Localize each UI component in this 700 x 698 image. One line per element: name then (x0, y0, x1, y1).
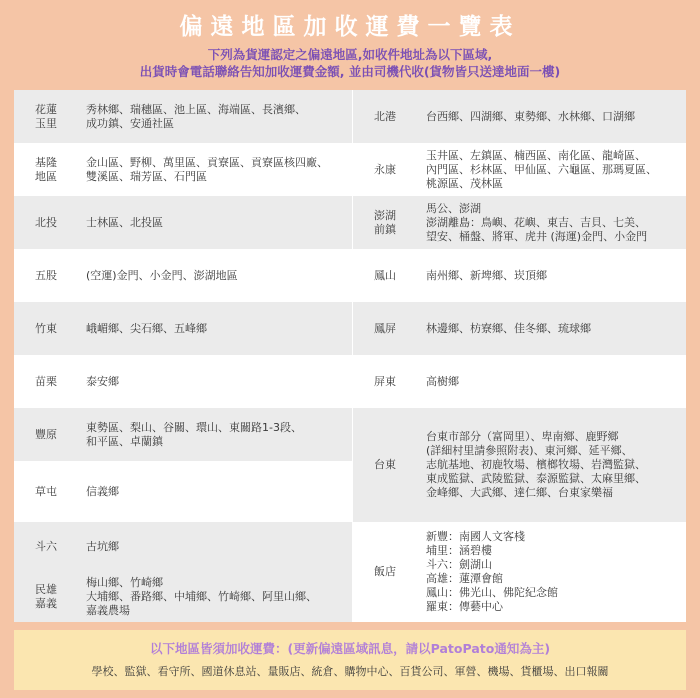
page-title: 偏遠地區加收運費一覽表 (179, 14, 521, 40)
left-row-name: 花蓮 玉里 (14, 90, 78, 143)
left-row-areas: 古坑鄉 (78, 522, 352, 572)
left-row-areas: 泰安鄉 (86, 374, 119, 388)
right-row-name: 屏東 (374, 374, 396, 388)
left-row-areas: 峨嵋鄉、尖石鄉、五峰鄉 (78, 302, 352, 355)
left-row-areas: 梅山鄉、竹崎鄉 大埔鄉、番路鄉、中埔鄉、竹崎鄉、阿里山鄉、 嘉義農場 (78, 572, 352, 622)
right-row-name: 永康 (374, 162, 396, 176)
right-row-name: 台東 (352, 408, 418, 522)
right-row-name: 澎湖 前鎮 (352, 196, 418, 249)
subtitle-line-2: 出貨時會電話聯絡告知加收運費金額, 並由司機代收(貨物皆只送達地面一樓) (139, 64, 561, 79)
right-row-areas: 玉井區、左鎮區、楠西區、南化區、龍崎區、 內門區、杉林區、甲仙區、六龜區、那瑪夏區、 桃源區、茂林區 (426, 148, 657, 190)
left-row-name: 民雄 嘉義 (14, 572, 78, 622)
right-row-areas: 南州鄉、新埤鄉、崁頂鄉 (426, 268, 547, 282)
right-row-areas: 馬公、澎湖 澎湖離島：鳥嶼、花嶼、東吉、吉貝、七美、 望安、桶盤、將軍、虎井 (海運)金門、小金門 (418, 196, 686, 249)
left-row-name: 竹東 (14, 302, 78, 355)
right-row-name: 鳳山 (374, 268, 396, 282)
footer-panel (14, 630, 686, 690)
right-row-areas: 台西鄉、四湖鄉、東勢鄉、水林鄉、口湖鄉 (418, 90, 686, 143)
left-row-name: 基隆 地區 (35, 155, 57, 183)
left-row-areas: 東勢區、梨山、谷關、環山、東關路1-3段、 和平區、卓蘭鎮 (78, 408, 352, 461)
subtitle-line-1: 下列為貨運認定之偏遠地區,如收件地址為以下區域, (207, 47, 493, 62)
left-row-areas: 信義鄉 (86, 484, 119, 498)
right-row-areas: 高樹鄉 (426, 374, 459, 388)
remote-areas-table (14, 90, 686, 622)
right-row-name: 飯店 (374, 565, 396, 578)
left-row-name: 草屯 (35, 484, 57, 498)
right-row-name: 北港 (352, 90, 418, 143)
left-row-name: 五股 (35, 268, 57, 282)
right-row-areas: 林邊鄉、枋寮鄉、佳冬鄉、琉球鄉 (418, 302, 686, 355)
left-row-name: 苗栗 (35, 374, 57, 388)
footer-list: 學校、監獄、看守所、國道休息站、量販店、統倉、購物中心、百貨公司、軍營、機場、貨櫃場、出口報關 (91, 665, 609, 678)
right-row-areas: 台東市部分（富岡里）、卑南鄉、鹿野鄉 (詳細村里請參照附表)、東河鄉、延平鄉、 志航基地、初鹿牧場、檳榔牧場、岩灣監獄、 東成監獄、武陵監獄、泰源監獄、太麻里鄉、 金峰鄉、大武鄉、達仁鄉、台東家樂福 (418, 408, 686, 522)
left-row-name: 北投 (14, 196, 78, 249)
right-row-name: 鳳屏 (352, 302, 418, 355)
page-subtitle (0, 46, 700, 80)
column-divider (352, 90, 353, 622)
right-row-areas: 新豐：南國人文客棧 埔里：涵碧樓 斗六：劍湖山 高雄：蓮潭會館 鳳山：佛光山、佛陀紀念館 羅東：傳藝中心 (426, 530, 558, 613)
left-row-name: 豐原 (14, 408, 78, 461)
left-row-areas: (空運)金門、小金門、澎湖地區 (86, 268, 238, 282)
left-row-areas: 金山區、野柳、萬里區、貢寮區、貢寮區核四廠、 雙溪區、瑞芳區、石門區 (86, 155, 328, 183)
left-row-areas: 士林區、北投區 (78, 196, 352, 249)
footer-note: 以下地區皆須加收運費：(更新偏遠區域訊息，請以PatoPato通知為主) (149, 641, 551, 656)
left-row-name: 斗六 (14, 522, 78, 572)
left-row-areas: 秀林鄉、瑞穗區、池上區、海端區、長濱鄉、 成功鎮、安通社區 (78, 90, 352, 143)
